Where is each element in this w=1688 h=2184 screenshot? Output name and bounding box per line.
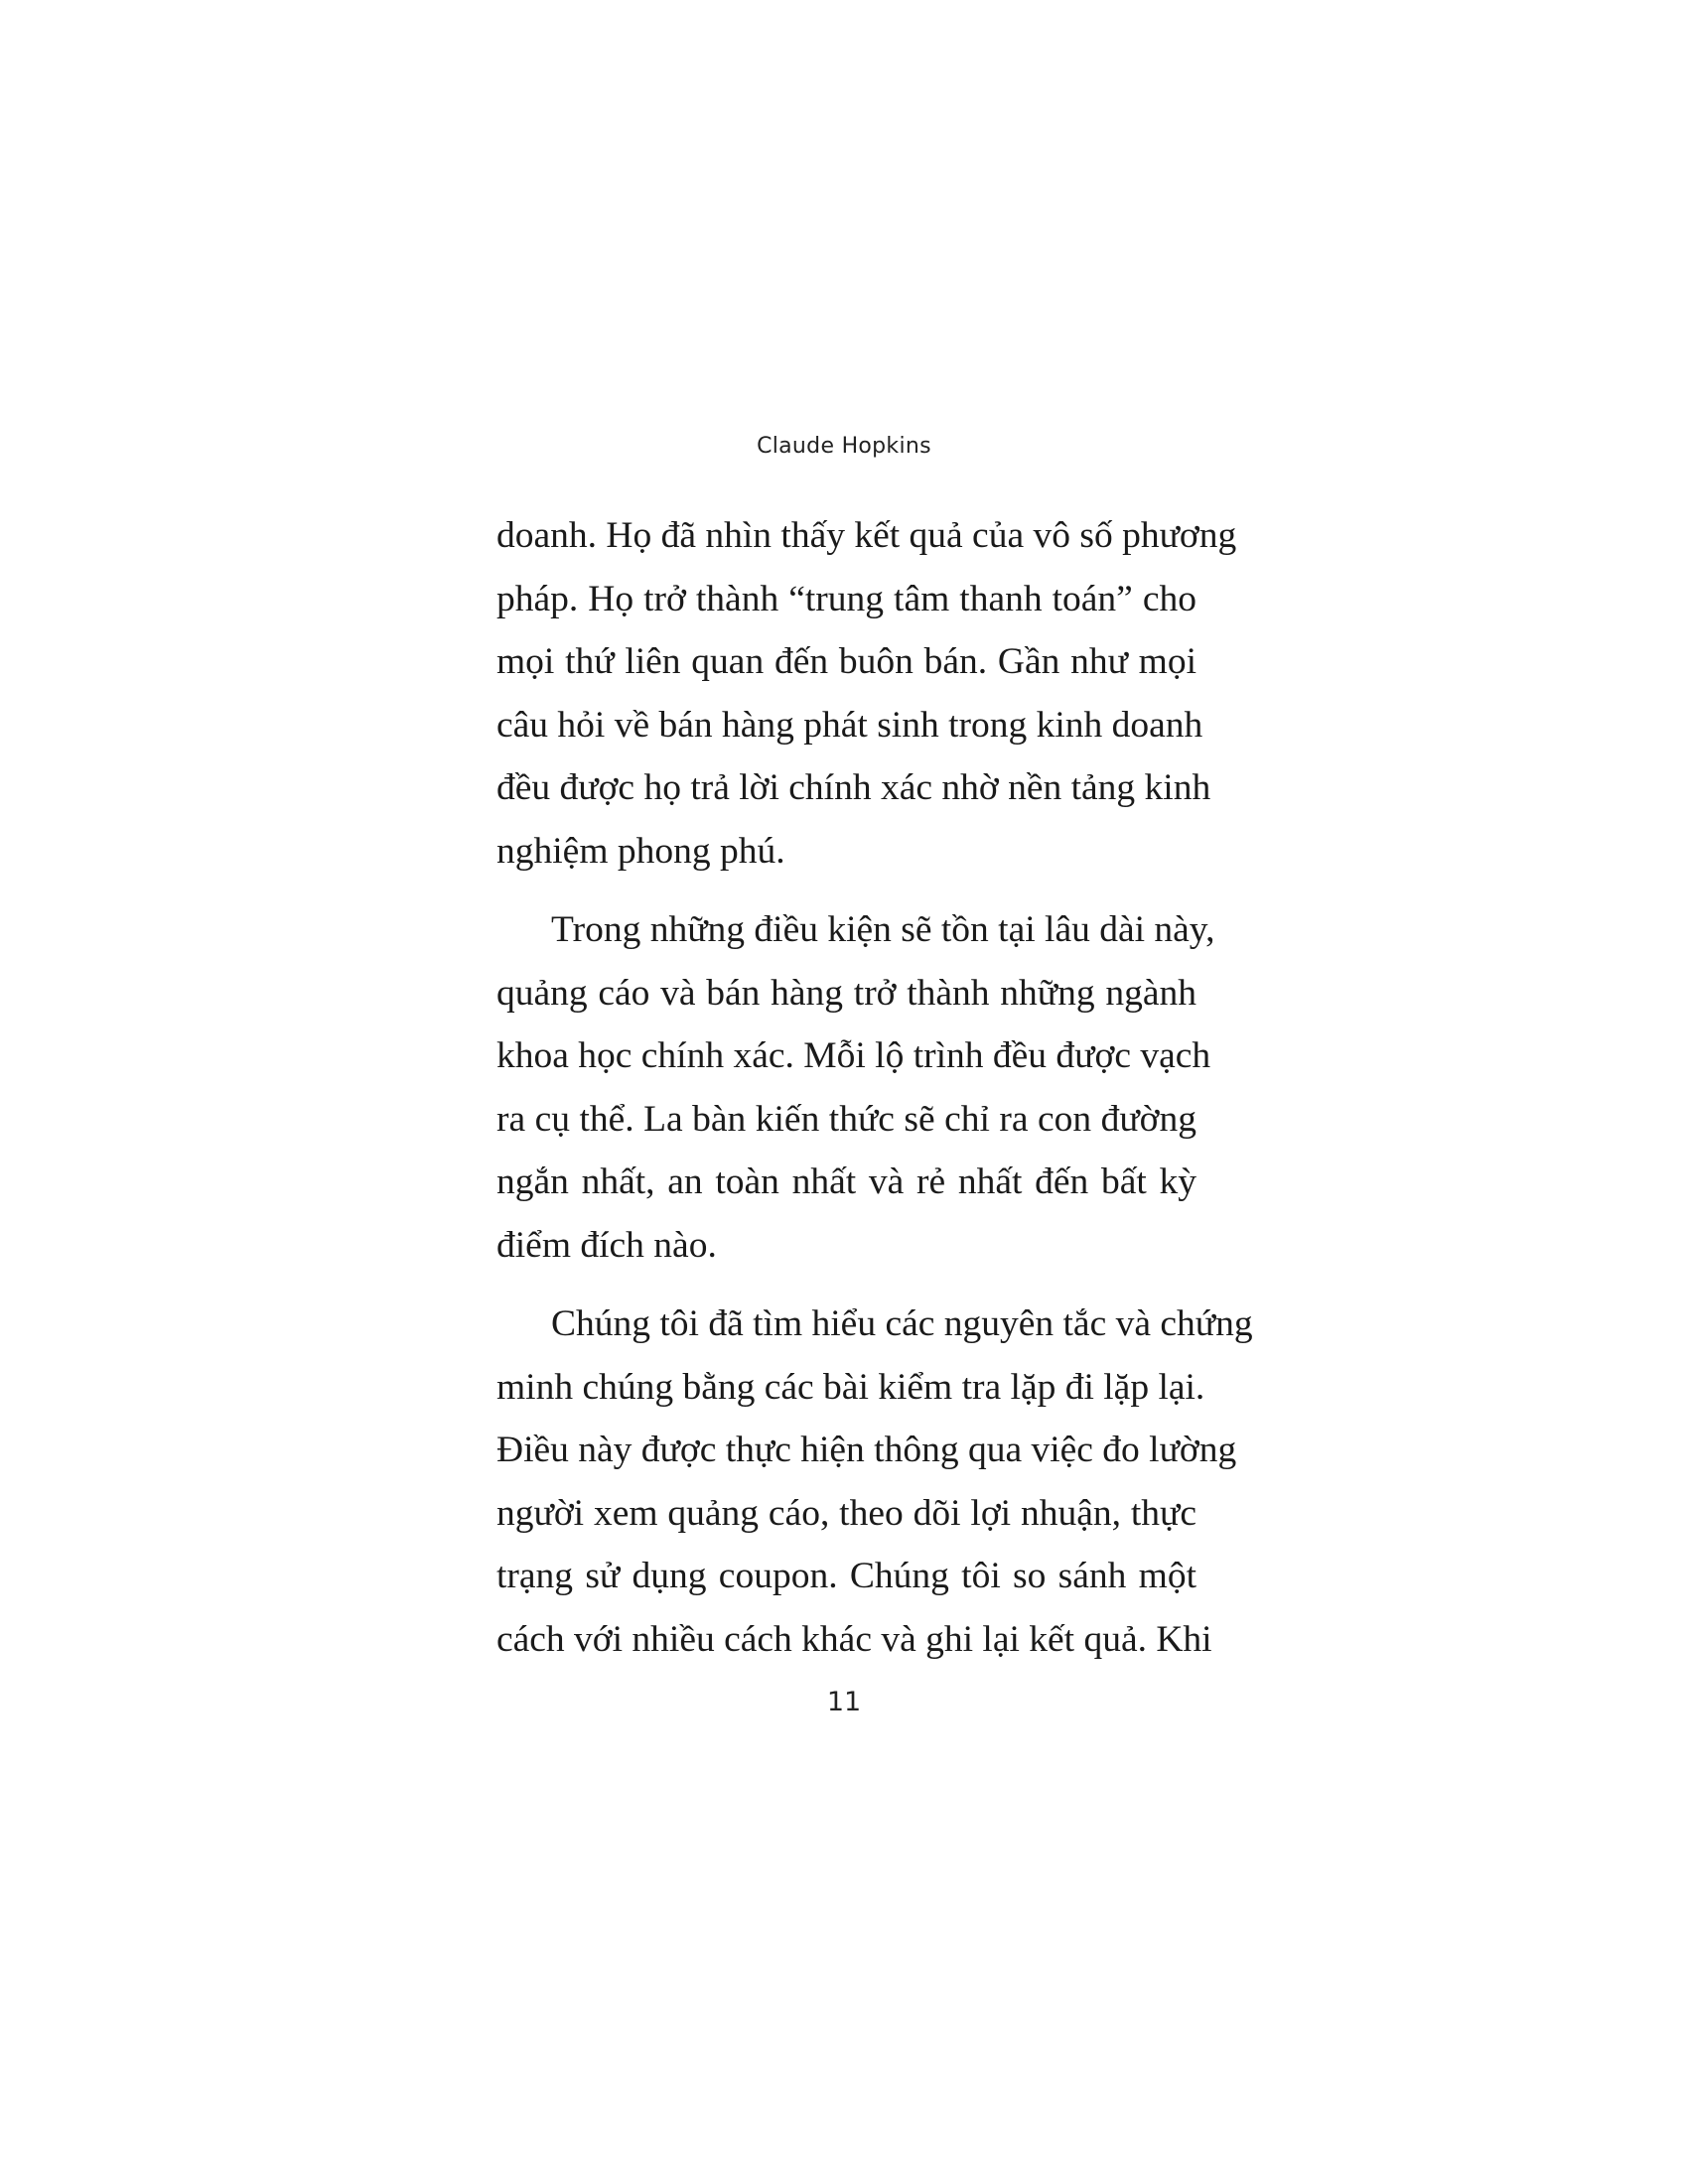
- text-line: câu hỏi về bán hàng phát sinh trong kinh doanh: [496, 704, 1203, 746]
- text-line: ra cụ thể. La bàn kiến thức sẽ chỉ ra con đường: [496, 1098, 1196, 1140]
- paragraph: [496, 504, 1237, 883]
- text-line: quảng cáo và bán hàng trở thành những ngành: [496, 972, 1196, 1014]
- paragraph: [496, 898, 1215, 1277]
- text-line: doanh. Họ đã nhìn thấy kết quả của vô số phương: [496, 515, 1237, 556]
- text-line: mọi thứ liên quan đến buôn bán. Gần như mọi: [496, 641, 1196, 682]
- text-line: Chúng tôi đã tìm hiểu các nguyên tắc và chứng: [551, 1303, 1253, 1344]
- text-line: trạng sử dụng coupon. Chúng tôi so sánh một: [496, 1556, 1196, 1596]
- text-line: đều được họ trả lời chính xác nhờ nền tảng kinh: [496, 767, 1211, 808]
- body-text: [496, 504, 1253, 1671]
- text-line: khoa học chính xác. Mỗi lộ trình đều được vạch: [496, 1035, 1211, 1076]
- text-line: Trong những điều kiện sẽ tồn tại lâu dài này,: [551, 909, 1215, 950]
- text-line: điểm đích nào.: [496, 1224, 717, 1266]
- page-number: 11: [826, 1687, 862, 1717]
- text-line: ngắn nhất, an toàn nhất và rẻ nhất đến bất kỳ: [496, 1161, 1196, 1202]
- text-line: minh chúng bằng các bài kiểm tra lặp đi lặp lại.: [496, 1366, 1205, 1408]
- text-line: Điều này được thực hiện thông qua việc đo lường: [496, 1430, 1237, 1470]
- paragraph: [496, 1293, 1253, 1671]
- text-line: cách với nhiều cách khác và ghi lại kết quả. Khi: [496, 1618, 1212, 1660]
- text-line: nghiệm phong phú.: [496, 830, 785, 872]
- running-header: Claude Hopkins: [757, 434, 931, 459]
- text-line: pháp. Họ trở thành “trung tâm thanh toán” cho: [496, 578, 1196, 619]
- text-line: người xem quảng cáo, theo dõi lợi nhuận, thực: [496, 1492, 1196, 1534]
